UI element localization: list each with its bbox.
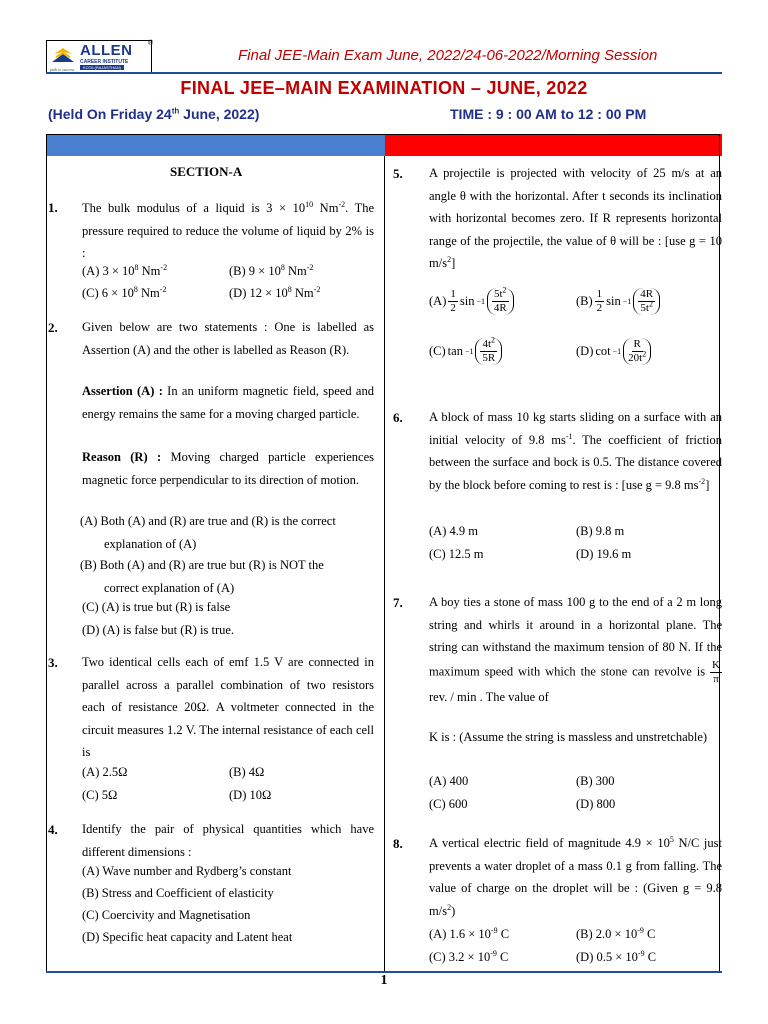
logo-subtitle: CAREER INSTITUTE bbox=[80, 59, 129, 65]
q5-option-b[interactable]: (B) $\frac{1}{2}$ sin −1 $\frac{4R}{5t^2}$ bbox=[576, 288, 660, 315]
q6-text: A block of mass 10 kg starts sliding on a surface with an initial velocity of 9.8 $ms^{-1}$. The coefficient of friction between the surface and bock is 0.5. The distance covered by the block before coming to rest is : [use g = 9.8 $ms^{-2}$] bbox=[429, 410, 722, 492]
q3-option-d[interactable]: (D) 10Ω bbox=[229, 788, 272, 802]
logo-registered: ® bbox=[148, 40, 154, 47]
session-header: Final JEE-Main Exam June, 2022/24-06-2022/Morning Session bbox=[238, 47, 658, 64]
held-on-text: (Held On Friday 24 bbox=[48, 106, 172, 122]
q5-number: 5. bbox=[393, 166, 403, 181]
q2-number: 2. bbox=[48, 320, 58, 335]
q7-text-2: K is : (Assume the string is massless and unstretchable) bbox=[429, 730, 708, 744]
q5-option-c[interactable]: (C) tan −1 $\frac{4t^2}{5R}$ bbox=[429, 338, 502, 365]
q3-number: 3. bbox=[48, 655, 58, 670]
q3-option-b[interactable]: (B) 4Ω bbox=[229, 765, 265, 779]
q2-intro: Given below are two statements : One is labelled as Assertion (A) and the other is labelled as Reason (R). bbox=[82, 320, 374, 357]
q2-assertion: Assertion (A) : In an uniform magnetic field, speed and energy remains the same for a moving charged particle. bbox=[82, 384, 374, 421]
q4-number: 4. bbox=[48, 822, 58, 837]
logo-motto: path to success bbox=[50, 67, 75, 72]
q3-option-c[interactable]: (C) 5Ω bbox=[82, 788, 118, 802]
allen-logo bbox=[46, 40, 152, 74]
q1-text: The bulk modulus of a liquid is $3 \times 10^{10}$ $Nm^{-2}$. The pressure required to reduce the volume of liquid by 2% is : bbox=[82, 199, 375, 260]
q7-option-c[interactable]: (C) 600 bbox=[429, 797, 468, 811]
q8-number: 8. bbox=[393, 836, 403, 851]
q4-text: Identify the pair of physical quantities which have different dimensions : bbox=[82, 822, 374, 859]
q8-option-c[interactable]: (C) $3.2 \times 10^{-9}$ C bbox=[429, 948, 509, 964]
q6-number: 6. bbox=[393, 410, 403, 425]
q7-option-b[interactable]: (B) 300 bbox=[576, 774, 615, 788]
q3-option-a[interactable]: (A) 2.5Ω bbox=[82, 765, 128, 779]
q1-number: 1. bbox=[48, 200, 58, 215]
q6-option-d[interactable]: (D) 19.6 m bbox=[576, 547, 632, 561]
q3-text: Two identical cells each of emf 1.5 V are connected in parallel across a parallel combination of two resistors each of resistance 20Ω. A voltmeter connected in the circuit measures 1.2 V. The internal resistance of each cell is bbox=[82, 655, 374, 759]
q8-option-b[interactable]: (B) $2.0 \times 10^{-9}$ C bbox=[576, 925, 656, 941]
q1-option-d[interactable]: (D) $12 \times 10^8$ $Nm^{-2}$ bbox=[229, 284, 321, 300]
q7-option-a[interactable]: (A) 400 bbox=[429, 774, 469, 788]
q4-option-c[interactable]: (C) Coercivity and Magnetisation bbox=[82, 908, 251, 922]
page-number: 1 bbox=[380, 973, 388, 988]
q5-option-d[interactable]: (D) cot −1 $\frac{R}{20t^2}$ bbox=[576, 338, 651, 365]
q2-option-d[interactable]: (D) (A) is false but (R) is true. bbox=[82, 623, 235, 637]
q1-option-c[interactable]: (C) $6 \times 10^8$ $Nm^{-2}$ bbox=[82, 284, 167, 300]
q4-option-b[interactable]: (B) Stress and Coefficient of elasticity bbox=[82, 886, 274, 900]
held-on bbox=[48, 106, 259, 122]
q6-option-b[interactable]: (B) 9.8 m bbox=[576, 524, 625, 538]
q1-option-a[interactable]: (A) $3 \times 10^8$ $Nm^{-2}$ bbox=[82, 262, 168, 278]
q6-option-a[interactable]: (A) 4.9 m bbox=[429, 524, 478, 538]
header-rule bbox=[46, 72, 722, 74]
logo-location: KOTA (RAJASTHAN) bbox=[80, 65, 124, 70]
section-heading: SECTION-A bbox=[170, 164, 243, 179]
q8-text: A vertical electric field of magnitude $4.9 \times 10^5$ N/C just prevents a water droplet of a mass 0.1 g from falling. The value of charge on the droplet will be : (Given g = 9.8 $m/s^2$) bbox=[429, 834, 722, 918]
q6-option-c[interactable]: (C) 12.5 m bbox=[429, 547, 484, 561]
q2-reason: Reason (R) : Moving charged particle experiences magnetic force perpendicular to its direction of motion. bbox=[82, 450, 374, 487]
q2-option-a[interactable]: (A) Both (A) and (R) are true and (R) is the correct explanation of (A) bbox=[80, 514, 336, 551]
held-on-sup: th bbox=[171, 106, 180, 116]
q7-text: A boy ties a stone of mass 100 g to the end of a 2 m long string and whirls it around in a horizontal plane. The string can withstand the maximum tension of 80 N. If the maximum speed with which the stone can revolve is $\frac{K}{\pi}$ rev. / min . The value of bbox=[429, 595, 722, 704]
q4-option-a[interactable]: (A) Wave number and Rydberg’s constant bbox=[82, 864, 292, 878]
held-on-text-end: June, 2022) bbox=[179, 106, 260, 122]
column-divider bbox=[384, 156, 385, 972]
q5-option-a[interactable]: (A) $\frac{1}{2}$ sin −1 $\frac{5t^2}{4R}$ bbox=[429, 288, 514, 315]
exam-time: TIME : 9 : 00 AM to 12 : 00 PM bbox=[450, 106, 647, 122]
q7-number: 7. bbox=[393, 595, 403, 610]
q8-option-d[interactable]: (D) $0.5 \times 10^{-9}$ C bbox=[576, 948, 657, 964]
q5-text: A projectile is projected with velocity of 25 m/s at an angle θ with the horizontal. After t seconds its inclination with horizontal becomes zero. If R represents horizontal range of the projectile, the value of θ will be : [use g = 10 $m/s^2$] bbox=[429, 166, 722, 270]
q1-option-b[interactable]: (B) $9 \times 10^8$ $Nm^{-2}$ bbox=[229, 262, 314, 278]
q2-option-b[interactable]: (B) Both (A) and (R) are true but (R) is NOT the correct explanation of (A) bbox=[80, 558, 324, 595]
q4-option-d[interactable]: (D) Specific heat capacity and Latent heat bbox=[82, 930, 293, 944]
q2-option-c[interactable]: (C) (A) is true but (R) is false bbox=[82, 600, 231, 614]
book-wing-icon bbox=[50, 44, 76, 68]
q7-option-d[interactable]: (D) 800 bbox=[576, 797, 616, 811]
page-title: FINAL JEE–MAIN EXAMINATION – JUNE, 2022 bbox=[180, 78, 588, 98]
logo-name: ALLEN bbox=[80, 42, 133, 59]
q8-option-a[interactable]: (A) $1.6 \times 10^{-9}$ C bbox=[429, 925, 510, 941]
